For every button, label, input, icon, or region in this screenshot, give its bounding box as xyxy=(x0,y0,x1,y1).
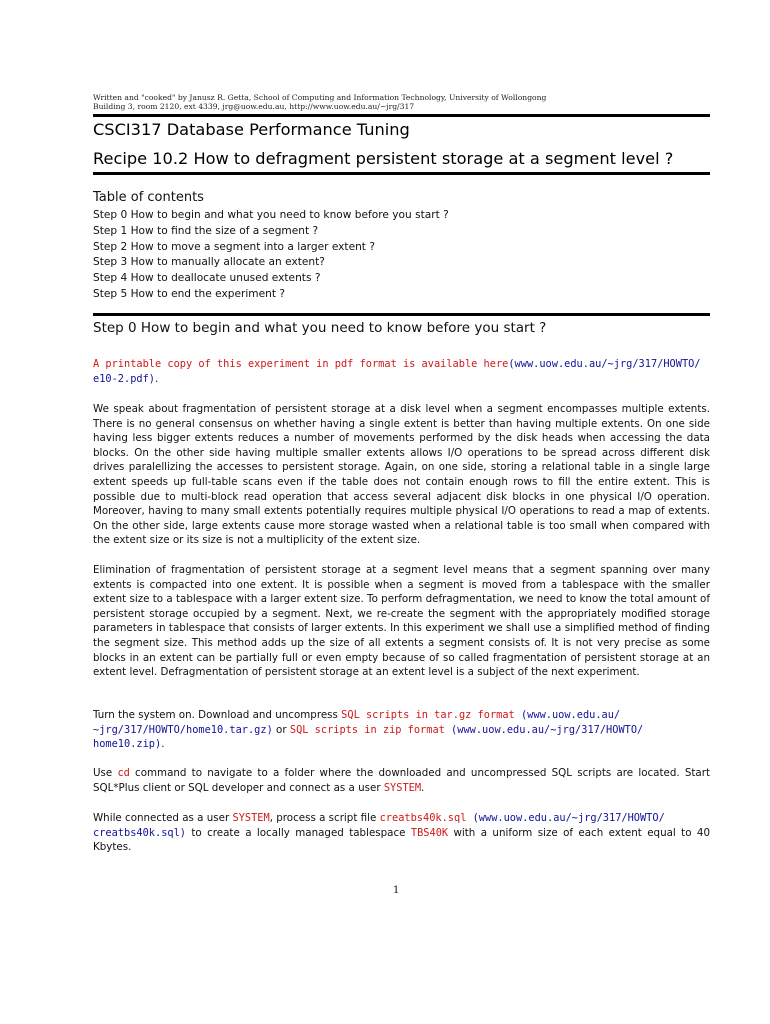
elimination-paragraph: Elimination of fragmentation of persistent storage at a segment level means that a segment spanning over many extents is compacted into one extent. It is possible when a segment is moved from a tablespace with the smaller extent size to a tablespace with a larger extent size. To perform defragmentation, we need to know the total amount of persistent storage occupied by a segment. Next, we re-create the segment with the appropriately modified storage parameters in tablespace that consists of larger extents. In this experiment we shall use a simplified method of finding the segment size. This method adds up the size of all extents a segment consists of. It is not very precise as some blocks in an extent can be partially full or even empty because of so called fragmentation of persistent storage at an extent level. Defragmentation of persistent storage at an extent level is a subject of the next experiment. xyxy=(93,564,710,679)
section-rule xyxy=(93,313,710,316)
toc-item[interactable]: Step 1 How to find the size of a segment ? xyxy=(93,224,319,237)
zip-link[interactable]: SQL scripts in zip format xyxy=(289,723,445,736)
printable-copy-url[interactable]: (www.uow.edu.au/~jrg/317/HOWTO/ xyxy=(508,358,701,370)
tar-gz-url-cont[interactable]: ~jrg/317/HOWTO/home10.tar.gz) xyxy=(93,723,273,736)
author-line: Written and "cooked" by Janusz R. Getta, School of Computing and Information Technology, University of Wollongong xyxy=(93,93,547,102)
fragmentation-paragraph: We speak about fragmentation of persistent storage at a disk level when a segment encompasses multiple extents. There is no general consensus on whether having a single extent is better than having multiple extents. On one side having less bigger extents reduces a number of movements performed by the disk heads when accessing the data blocks. On the other side having multiple smaller extents allows I/O operations to be spread across different disk drives paralellizing the accesses to persistent storage. Again, on one side, storing a relational table in a single large extent speeds up full-table scans even if the table does not contain enough rows to fill the entire extent. This is possible due to multi-block read operation that access several adjacent disk blocks in one physical I/O operation. Moreover, having to many small extents potentially requires multiple physical I/O operations to read a map of extents. On the other side, large extents cause more storage wasted when a relational table is too small when compared with the extent size or its size is not a multiplicity of the extent size. xyxy=(93,403,710,547)
paragraph-text: Use xyxy=(93,767,118,779)
toc-item[interactable]: Step 5 How to end the experiment ? xyxy=(93,287,285,300)
paragraph-text: command to navigate to a folder where the downloaded and uncompressed SQL scripts are located. Start SQL*Plus client or SQL developer and connect as a user xyxy=(93,767,711,794)
printable-copy-paragraph xyxy=(93,357,710,386)
header-rule xyxy=(93,114,710,117)
system-user: SYSTEM xyxy=(383,781,422,794)
toc-item[interactable]: Step 2 How to move a segment into a larger extent ? xyxy=(93,240,375,253)
system-user: SYSTEM xyxy=(232,812,270,824)
printable-copy-link[interactable]: A printable copy of this experiment in pdf format is available here xyxy=(93,358,509,370)
cd-command: cd xyxy=(117,767,130,779)
toc-heading: Table of contents xyxy=(93,190,204,205)
toc-item[interactable]: Step 0 How to begin and what you need to know before you start ? xyxy=(93,209,449,221)
recipe-title: Recipe 10.2 How to defragment persistent storage at a segment level ? xyxy=(93,149,674,168)
punctuation: . xyxy=(421,781,425,794)
script-file-url[interactable]: (www.uow.edu.au/~jrg/317/HOWTO/ xyxy=(466,812,665,824)
paragraph-text: to create a locally managed tablespace xyxy=(186,826,411,839)
printable-copy-url-cont[interactable]: e10-2.pdf) xyxy=(93,372,155,385)
paragraph-text: Turn the system on. Download and uncompress xyxy=(93,709,342,721)
navigate-paragraph xyxy=(93,766,710,795)
title-rule xyxy=(93,172,710,175)
paragraph-text: While connected as a user xyxy=(93,812,233,824)
zip-url[interactable]: (www.uow.edu.au/~jrg/317/HOWTO/ xyxy=(444,723,644,736)
toc-item[interactable]: Step 4 How to deallocate unused extents ? xyxy=(93,272,321,285)
tablespace-paragraph xyxy=(93,811,710,855)
table-of-contents xyxy=(93,208,449,303)
script-file-url-cont[interactable]: creatbs40k.sql) xyxy=(93,826,186,839)
paragraph-text: , process a script file xyxy=(269,812,380,824)
author-header xyxy=(93,93,710,111)
paragraph-text: with a uniform size of each extent equal to 40 Kbytes. xyxy=(93,826,710,854)
tablespace-name: TBS40K xyxy=(410,826,449,839)
step0-heading: Step 0 How to begin and what you need to know before you start ? xyxy=(93,320,547,336)
page-number: 1 xyxy=(393,885,400,896)
punctuation: . xyxy=(161,738,165,751)
punctuation: . xyxy=(155,372,159,385)
course-title: CSCI317 Database Performance Tuning xyxy=(93,120,410,139)
paragraph-text: or xyxy=(272,723,290,736)
script-file-link[interactable]: creatbs40k.sql xyxy=(379,812,467,824)
tar-gz-url[interactable]: (www.uow.edu.au/ xyxy=(514,709,621,721)
zip-url-cont[interactable]: home10.zip) xyxy=(93,738,162,751)
contact-line: Building 3, room 2120, ext 4339, jrg@uow.edu.au, http://www.uow.edu.au/~jrg/317 xyxy=(93,102,415,111)
tar-gz-link[interactable]: SQL scripts in tar.gz format xyxy=(341,709,515,721)
download-paragraph xyxy=(93,708,710,752)
toc-item[interactable]: Step 3 How to manually allocate an extent? xyxy=(93,256,325,269)
